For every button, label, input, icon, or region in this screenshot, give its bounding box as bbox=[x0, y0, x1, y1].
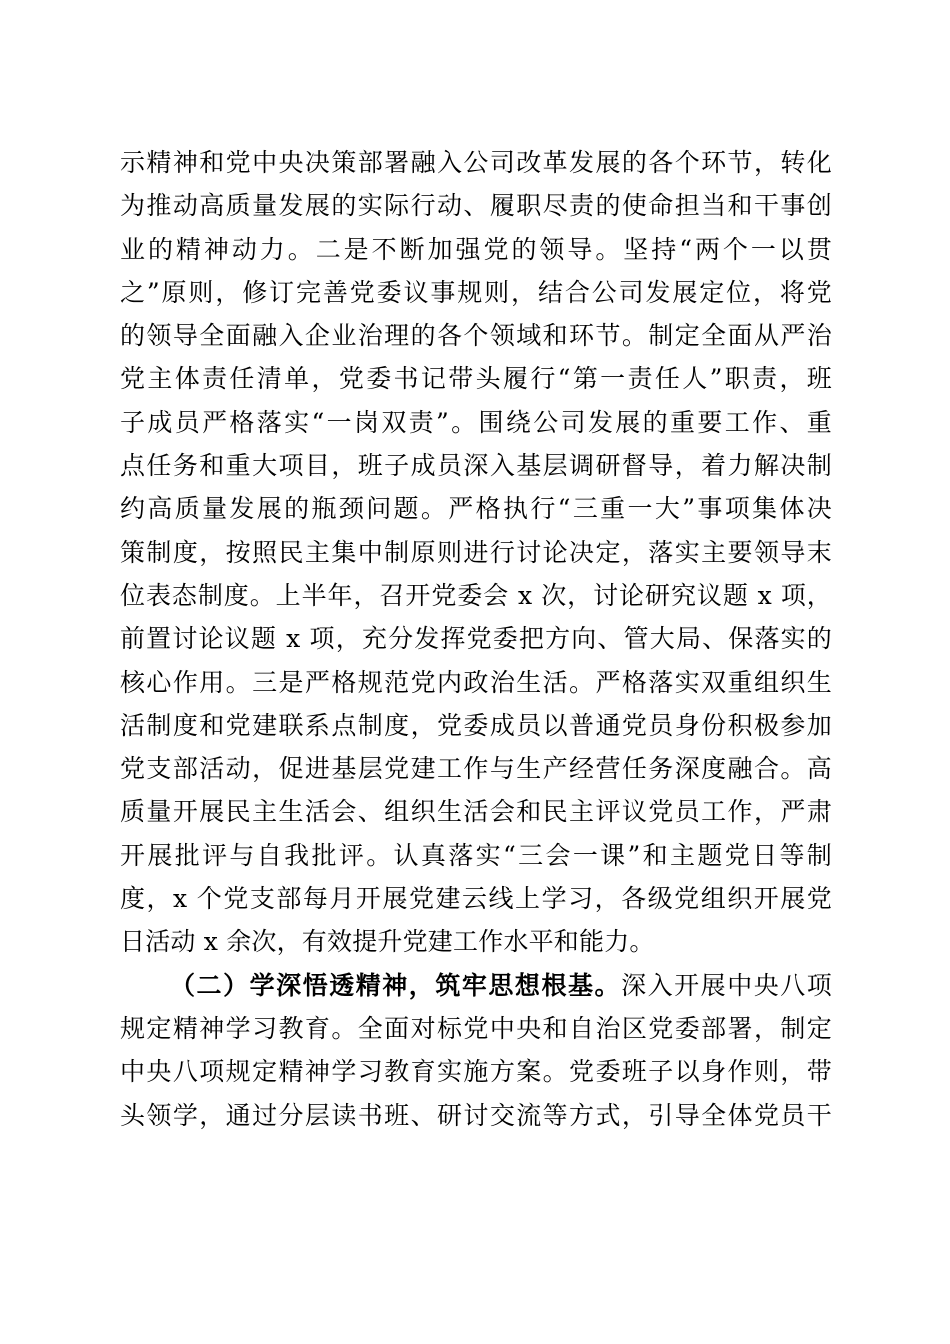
text-line: 子成员严格落实“一岗双责”。围绕公司发展的重要工作、重 bbox=[120, 407, 832, 437]
text-line: 策制度，按照民主集中制原则进行讨论决定，落实主要领导末 bbox=[120, 537, 832, 567]
text-line: 业的精神动力。二是不断加强党的领导。坚持“两个一以贯 bbox=[120, 234, 832, 264]
text-line: 示精神和党中央决策部署融入公司改革发展的各个环节，转化 bbox=[120, 148, 832, 177]
text-line: 约高质量发展的瓶颈问题。严格执行“三重一大”事项集体决 bbox=[120, 494, 832, 524]
text-line: 之”原则，修订完善党委议事规则，结合公司发展定位，将党 bbox=[120, 277, 832, 307]
text-line: 核心作用。三是严格规范党内政治生活。严格落实双重组织生 bbox=[120, 667, 832, 697]
text-line: 质量开展民主生活会、组织生活会和民主评议党员工作，严肃 bbox=[120, 797, 832, 827]
text-line: 党支部活动，促进基层党建工作与生产经营任务深度融合。高 bbox=[120, 754, 832, 784]
text-line: 前置讨论议题 x 项，充分发挥党委把方向、管大局、保落实的 bbox=[120, 624, 832, 654]
section-heading-line bbox=[120, 964, 832, 1007]
text-line: 规定精神学习教育。全面对标党中央和自治区党委部署，制定 bbox=[120, 1013, 832, 1043]
text-line: 位表态制度。上半年，召开党委会 x 次，讨论研究议题 x 项， bbox=[120, 580, 833, 610]
text-line: 党主体责任清单，党委书记带头履行“第一责任人”职责，班 bbox=[120, 364, 832, 394]
text-line: 头领学，通过分层读书班、研讨交流等方式，引导全体党员干 bbox=[120, 1100, 832, 1130]
text-line: 中央八项规定精神学习教育实施方案。党委班子以身作则，带 bbox=[120, 1057, 832, 1087]
body-text bbox=[120, 141, 832, 1137]
section-heading: （二）学深悟透精神，筑牢思想根基。 bbox=[170, 970, 622, 1000]
text-line: 开展批评与自我批评。认真落实“三会一课”和主题党日等制 bbox=[120, 840, 832, 870]
text-line: 活制度和党建联系点制度，党委成员以普通党员身份积极参加 bbox=[120, 710, 832, 740]
text-line: 点任务和重大项目，班子成员深入基层调研督导，着力解决制 bbox=[120, 451, 832, 481]
text-line: 的领导全面融入企业治理的各个领域和环节。制定全面从严治 bbox=[120, 321, 832, 351]
text-line: 为推动高质量发展的实际行动、履职尽责的使命担当和干事创 bbox=[120, 191, 832, 221]
section-text: 深入开展中央八项 bbox=[621, 970, 832, 1000]
text-line: 日活动 x 余次，有效提升党建工作水平和能力。 bbox=[120, 927, 655, 957]
text-line: 度，x 个党支部每月开展党建云线上学习，各级党组织开展党 bbox=[120, 884, 832, 914]
